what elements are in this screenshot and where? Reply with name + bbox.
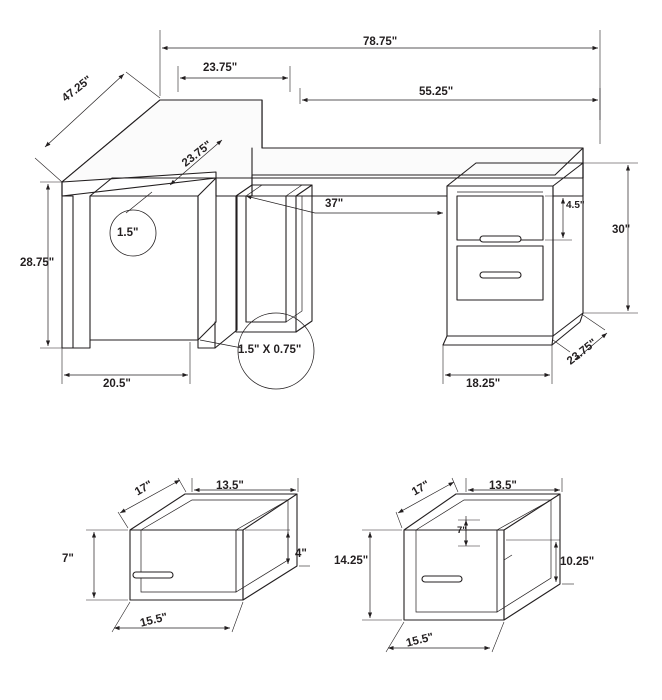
- large-drawer-dim-box-height: 10.25": [560, 556, 595, 568]
- large-drawer-dim-inner-width: 17": [410, 478, 432, 499]
- dim-overall-width: 78.75": [363, 36, 398, 48]
- callout-top-thickness: 1.5": [117, 227, 139, 239]
- dim-return-depth: 47.25": [60, 73, 95, 105]
- main-desk-geometry: [62, 100, 583, 348]
- large-drawer-dim-inner-depth: 13.5": [489, 480, 517, 492]
- small-drawer-dim-face-height: 7": [62, 553, 74, 565]
- small-drawer-geometry: [130, 494, 297, 600]
- large-drawer-dim-inner-height: 7": [457, 525, 467, 536]
- dim-leg-base-width: 20.5": [103, 378, 131, 390]
- dim-main-top-width: 55.25": [419, 86, 454, 98]
- small-drawer-dim-inner-depth: 13.5": [216, 480, 244, 492]
- dim-drawer-face-height: 4.5": [566, 200, 585, 211]
- dim-return-top-width: 23.75": [203, 62, 238, 74]
- dim-desk-height: 28.75": [20, 257, 55, 269]
- dim-knee-space-width: 37": [325, 198, 344, 210]
- small-drawer-dim-face-width: 15.5": [139, 611, 169, 630]
- large-drawer-dim-face-width: 15.5": [405, 631, 435, 650]
- dim-cabinet-width: 18.25": [466, 378, 501, 390]
- dim-return-depth-lower: 23.75": [180, 138, 215, 170]
- large-drawer-dim-face-height: 14.25": [334, 555, 369, 567]
- small-drawer-dim-inner-width: 17": [133, 478, 155, 499]
- dim-cabinet-depth: 23.75": [565, 336, 600, 368]
- large-drawer-geometry: [404, 494, 560, 620]
- callout-leg-profile: 1.5" X 0.75": [238, 344, 302, 356]
- small-drawer-dim-box-height: 4": [295, 548, 307, 560]
- dim-cabinet-height: 30": [612, 224, 631, 236]
